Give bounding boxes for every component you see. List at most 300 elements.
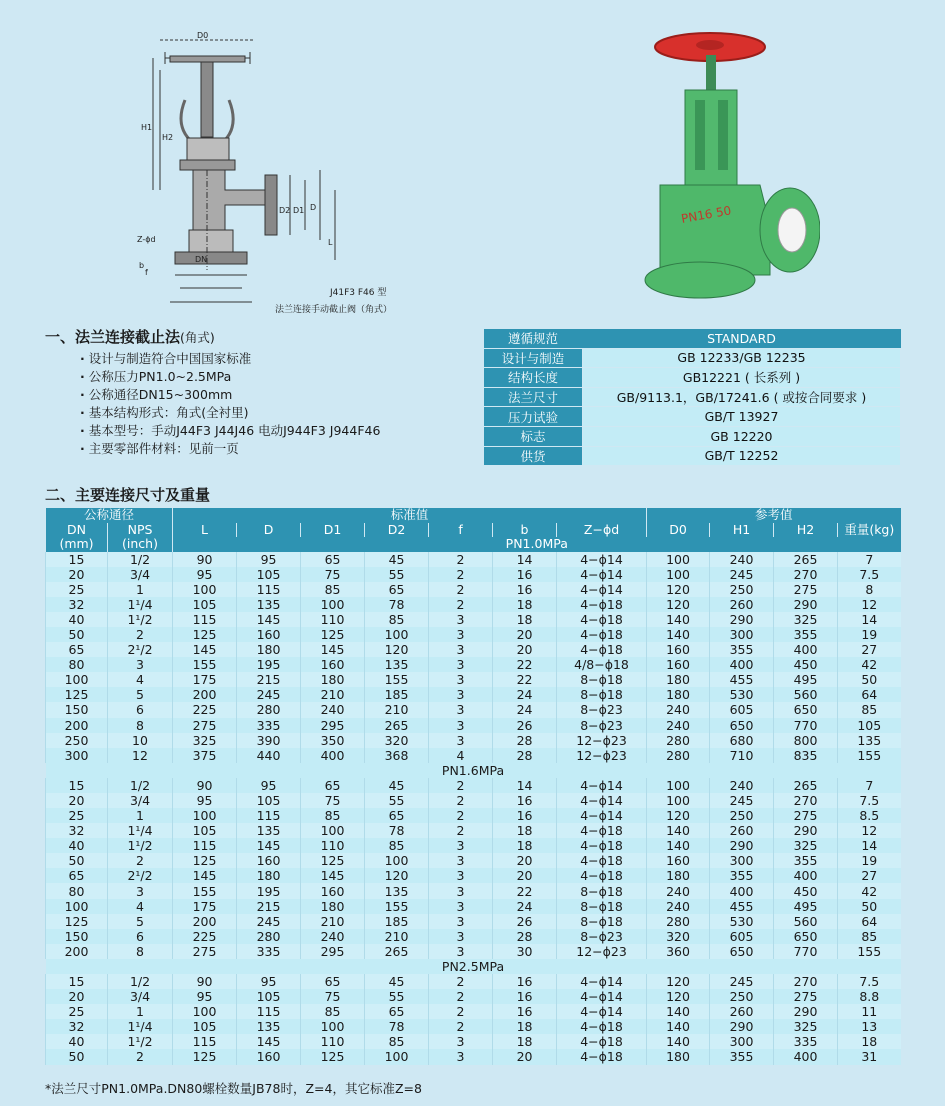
feature-item: · 基本型号：手动J44F3 J44J46 电动J944F3 J944F46 [80,422,380,440]
std-val: GB/T 12252 [583,446,901,466]
table-cell: 100 [647,552,710,567]
table-cell: 20 [493,868,557,883]
table-cell: 650 [710,944,774,959]
standards-table [483,329,901,466]
table-cell: 20 [46,989,108,1004]
table-cell: 360 [647,944,710,959]
table-row [46,974,901,989]
table-cell: 295 [301,944,365,959]
table-cell: 2 [108,1049,173,1064]
table-cell: 260 [710,597,774,612]
table-cell: 355 [710,868,774,883]
table-cell: 50 [838,672,901,687]
table-cell: 4−ϕ18 [557,853,647,868]
table-cell: 125 [301,853,365,868]
table-cell: 145 [237,1034,301,1049]
table-cell: 290 [774,1004,838,1019]
section1-title-text: 一、法兰连接截止法 [45,328,181,346]
table-cell: 280 [647,914,710,929]
table-cell: 180 [647,687,710,702]
table-cell: 100 [173,582,237,597]
table-cell: 95 [237,974,301,989]
table-cell: 1¹/2 [108,612,173,627]
table-cell: 7.5 [838,793,901,808]
table-cell: 105 [237,989,301,1004]
table-cell: 245 [237,687,301,702]
table-cell: 240 [710,778,774,793]
table-cell: 400 [774,642,838,657]
table-cell: 95 [173,567,237,582]
table-cell: 100 [173,1004,237,1019]
table-cell: 2¹/2 [108,868,173,883]
table-cell: 400 [301,748,365,763]
table-cell: 2 [429,582,493,597]
table-cell: 355 [774,853,838,868]
table-cell: 16 [493,808,557,823]
table-cell: 42 [838,657,901,672]
table-cell: 150 [46,929,108,944]
section2-title: 二、主要连接尺寸及重量 [45,486,211,504]
table-cell: 115 [237,1004,301,1019]
table-cell: 320 [365,733,429,748]
table-cell: 40 [46,612,108,627]
table-cell: 95 [237,552,301,567]
table-cell: 14 [493,778,557,793]
table-cell: 4−ϕ18 [557,1019,647,1034]
table-cell: 4/8−ϕ18 [557,657,647,672]
table-cell: 50 [46,1049,108,1064]
table-cell: 32 [46,597,108,612]
table-cell: 105 [173,1019,237,1034]
table-cell: 4−ϕ18 [557,612,647,627]
table-cell: 155 [365,899,429,914]
table-row [46,702,901,717]
table-row [46,627,901,642]
table-cell: 240 [647,899,710,914]
table-cell: 270 [774,567,838,582]
table-cell: 12−ϕ23 [557,748,647,763]
table-cell: 120 [647,974,710,989]
table-cell: 4−ϕ18 [557,627,647,642]
table-cell: 18 [493,612,557,627]
table-cell: 250 [710,989,774,1004]
drawing-caption: 法兰连接手动截止阀（角式） [275,305,393,315]
table-cell: 400 [774,868,838,883]
table-cell: 325 [173,733,237,748]
std-val: GB 12233/GB 12235 [583,348,901,368]
table-cell: 65 [301,974,365,989]
table-cell: 4−ϕ14 [557,989,647,1004]
label-d0: D0 [197,31,209,40]
table-cell: 530 [710,687,774,702]
table-cell: 100 [365,1049,429,1064]
table-cell: 16 [493,582,557,597]
table-cell: 245 [710,793,774,808]
table-cell: 155 [173,883,237,898]
table-row [46,552,901,567]
table-cell: 140 [647,627,710,642]
table-cell: 100 [365,627,429,642]
table-cell: 125 [173,627,237,642]
table-cell: 100 [301,597,365,612]
table-cell: 2 [429,778,493,793]
table-cell: 135 [237,823,301,838]
table-cell: 85 [838,929,901,944]
table-cell: 11 [838,1004,901,1019]
table-row [46,1034,901,1049]
table-cell: 200 [173,687,237,702]
table-row [46,642,901,657]
table-cell: 3 [108,657,173,672]
table-cell: 105 [237,793,301,808]
table-cell: 135 [838,733,901,748]
table-cell: 290 [774,823,838,838]
table-cell: 3 [429,672,493,687]
table-row [46,868,901,883]
table-cell: 240 [647,718,710,733]
table-cell: 210 [365,929,429,944]
table-cell: 4 [108,672,173,687]
feature-item: · 公称压力PN1.0~2.5MPa [80,368,380,386]
feature-item: · 设计与制造符合中国国家标准 [80,350,380,368]
table-cell: 14 [838,838,901,853]
header-nominal: 公称通径 [46,508,173,523]
table-cell: 18 [493,597,557,612]
table-cell: 180 [647,868,710,883]
table-cell: 650 [710,718,774,733]
table-cell: 8−ϕ23 [557,702,647,717]
table-cell: 100 [301,823,365,838]
table-cell: 2 [429,1004,493,1019]
table-cell: 26 [493,718,557,733]
table-cell: 120 [647,582,710,597]
table-cell: 1¹/4 [108,823,173,838]
table-cell: 27 [838,642,901,657]
table-cell: 65 [365,582,429,597]
table-cell: 7 [838,552,901,567]
table-cell: 14 [493,552,557,567]
table-cell: 8−ϕ18 [557,899,647,914]
table-cell: 100 [46,899,108,914]
table-cell: 295 [301,718,365,733]
table-cell: 20 [493,627,557,642]
table-cell: 31 [838,1049,901,1064]
table-cell: 78 [365,597,429,612]
table-cell: 180 [647,1049,710,1064]
table-cell: 155 [365,672,429,687]
table-cell: 8−ϕ18 [557,914,647,929]
table-cell: 290 [774,597,838,612]
table-cell: 710 [710,748,774,763]
table-cell: 85 [301,808,365,823]
table-cell: 275 [774,808,838,823]
table-cell: 25 [46,808,108,823]
table-cell: 125 [173,1049,237,1064]
table-cell: 2 [429,567,493,582]
table-cell: 4−ϕ14 [557,567,647,582]
table-cell: 250 [46,733,108,748]
table-cell: 450 [774,883,838,898]
valve-technical-drawing [125,30,445,320]
table-cell: 20 [493,642,557,657]
table-cell: 455 [710,899,774,914]
table-cell: 14 [838,612,901,627]
standards-header-en: STANDARD [583,329,901,348]
table-cell: 85 [365,838,429,853]
table-cell: 275 [173,718,237,733]
table-cell: 245 [710,567,774,582]
table-cell: 28 [493,748,557,763]
table-cell: 400 [710,883,774,898]
table-cell: 155 [838,944,901,959]
column-subheader: (inch) [108,537,173,552]
header-standard: 标准值 [173,508,647,523]
table-cell: 8.5 [838,808,901,823]
table-cell: 18 [493,823,557,838]
table-row [46,793,901,808]
label-d1: D1 [293,206,305,215]
column-header: H1 [710,523,774,538]
table-cell: 20 [46,793,108,808]
table-cell: 80 [46,883,108,898]
table-cell: 4−ϕ18 [557,1049,647,1064]
table-cell: 28 [493,733,557,748]
table-cell: 2 [429,974,493,989]
table-cell: 175 [173,672,237,687]
table-cell: 55 [365,989,429,1004]
table-cell: 400 [710,657,774,672]
table-cell: 3 [429,929,493,944]
table-cell: 495 [774,899,838,914]
standards-header-cn: 遵循规范 [484,329,583,348]
table-row [46,1004,901,1019]
std-key: 设计与制造 [484,348,583,368]
feature-list [80,350,380,458]
table-cell: 605 [710,702,774,717]
table-cell: 78 [365,1019,429,1034]
table-cell: 120 [365,642,429,657]
table-cell: 55 [365,793,429,808]
table-cell: 1/2 [108,974,173,989]
table-cell: 65 [301,778,365,793]
table-cell: 155 [173,657,237,672]
table-cell: 145 [173,642,237,657]
table-cell: 7 [838,778,901,793]
table-cell: 12 [108,748,173,763]
table-cell: 55 [365,567,429,582]
table-cell: 16 [493,567,557,582]
table-cell: 8 [838,582,901,597]
table-cell: 2 [429,808,493,823]
table-cell: 8.8 [838,989,901,1004]
table-row [46,778,901,793]
table-cell: 1 [108,808,173,823]
table-cell: 4−ϕ18 [557,838,647,853]
feature-item: · 公称通径DN15~300mm [80,386,380,404]
table-cell: 215 [237,899,301,914]
table-cell: 8 [108,944,173,959]
table-row [46,672,901,687]
table-cell: 145 [301,642,365,657]
table-cell: 120 [647,808,710,823]
table-cell: 115 [173,838,237,853]
table-cell: 90 [173,974,237,989]
table-cell: 800 [774,733,838,748]
table-cell: 200 [173,914,237,929]
table-cell: 280 [237,702,301,717]
dimensions-table [45,508,901,1065]
table-cell: 32 [46,823,108,838]
table-cell: 16 [493,974,557,989]
table-cell: 180 [237,642,301,657]
table-cell: 4−ϕ18 [557,868,647,883]
table-cell: 65 [46,642,108,657]
table-cell: 65 [46,868,108,883]
table-row [46,567,901,582]
table-cell: 160 [237,853,301,868]
table-cell: 26 [493,914,557,929]
table-cell: 265 [365,944,429,959]
table-row [46,612,901,627]
std-val: GB/9113.1，GB/17241.6 ( 或按合同要求 ) [583,387,901,407]
table-cell: 260 [710,823,774,838]
table-cell: 270 [774,974,838,989]
header-reference: 参考值 [647,508,901,523]
table-cell: 27 [838,868,901,883]
table-cell: 180 [301,899,365,914]
std-val: GB12221 ( 长系列 ) [583,368,901,388]
table-cell: 355 [710,1049,774,1064]
column-subheader: (mm) [46,537,108,552]
table-cell: 4 [429,748,493,763]
table-cell: 3 [429,687,493,702]
table-cell: 300 [710,1034,774,1049]
table-cell: 3 [429,718,493,733]
table-cell: 4−ϕ14 [557,552,647,567]
table-cell: 300 [46,748,108,763]
table-cell: 19 [838,627,901,642]
table-cell: 45 [365,552,429,567]
table-cell: 650 [774,929,838,944]
table-row [46,597,901,612]
table-row [46,838,901,853]
table-cell: 100 [647,567,710,582]
table-cell: 24 [493,702,557,717]
table-cell: 2 [108,627,173,642]
table-cell: 145 [301,868,365,883]
table-cell: 105 [237,567,301,582]
table-cell: 300 [710,853,774,868]
column-header: b [493,523,557,538]
table-cell: 680 [710,733,774,748]
table-cell: 280 [647,748,710,763]
table-cell: 195 [237,883,301,898]
table-cell: 25 [46,1004,108,1019]
table-cell: 160 [237,627,301,642]
table-row [46,748,901,763]
table-cell: 28 [493,929,557,944]
table-cell: 3 [429,914,493,929]
table-cell: 3 [429,657,493,672]
table-row [46,582,901,597]
table-cell: 13 [838,1019,901,1034]
table-cell: 195 [237,657,301,672]
table-cell: 215 [237,672,301,687]
table-cell: 110 [301,612,365,627]
table-cell: 100 [46,672,108,687]
table-cell: 4−ϕ14 [557,793,647,808]
column-header: D [237,523,301,538]
table-cell: 90 [173,552,237,567]
table-row [46,929,901,944]
table-cell: 1¹/2 [108,1034,173,1049]
label-d: D [310,203,317,212]
table-cell: 1/2 [108,778,173,793]
table-cell: 18 [493,1019,557,1034]
table-cell: 335 [237,718,301,733]
table-cell: 4−ϕ14 [557,808,647,823]
table-cell: 150 [46,702,108,717]
table-cell: 8−ϕ23 [557,929,647,944]
table-cell: 155 [838,748,901,763]
table-cell: 4−ϕ18 [557,597,647,612]
table-cell: 320 [647,929,710,944]
table-cell: 275 [173,944,237,959]
table-cell: 250 [710,808,774,823]
table-row [46,944,901,959]
table-cell: 22 [493,672,557,687]
table-cell: 240 [301,929,365,944]
table-cell: 1¹/4 [108,597,173,612]
table-cell: 1/2 [108,552,173,567]
table-cell: 8−ϕ18 [557,672,647,687]
table-cell: 40 [46,838,108,853]
table-cell: 115 [173,1034,237,1049]
column-header: DN [46,523,108,538]
table-cell: 80 [46,657,108,672]
table-cell: 65 [365,808,429,823]
table-cell: 15 [46,552,108,567]
table-cell: 3 [429,627,493,642]
table-cell: 19 [838,853,901,868]
table-cell: 185 [365,687,429,702]
table-cell: 375 [173,748,237,763]
table-cell: 450 [774,657,838,672]
table-cell: 64 [838,687,901,702]
table-row [46,914,901,929]
table-cell: 125 [301,627,365,642]
std-key: 供货 [484,446,583,466]
table-cell: 140 [647,1004,710,1019]
table-cell: 275 [774,582,838,597]
std-key: 标志 [484,426,583,446]
table-cell: 770 [774,718,838,733]
table-cell: 95 [173,793,237,808]
table-row [46,657,901,672]
table-cell: 16 [493,989,557,1004]
table-cell: 280 [647,733,710,748]
label-dn: DN [195,255,208,264]
section1-title [45,326,215,347]
table-cell: 440 [237,748,301,763]
table-cell: 24 [493,899,557,914]
table-cell: 355 [774,627,838,642]
table-cell: 135 [237,597,301,612]
table-row [46,808,901,823]
table-cell: 210 [301,687,365,702]
table-cell: 12−ϕ23 [557,733,647,748]
table-cell: 145 [173,868,237,883]
